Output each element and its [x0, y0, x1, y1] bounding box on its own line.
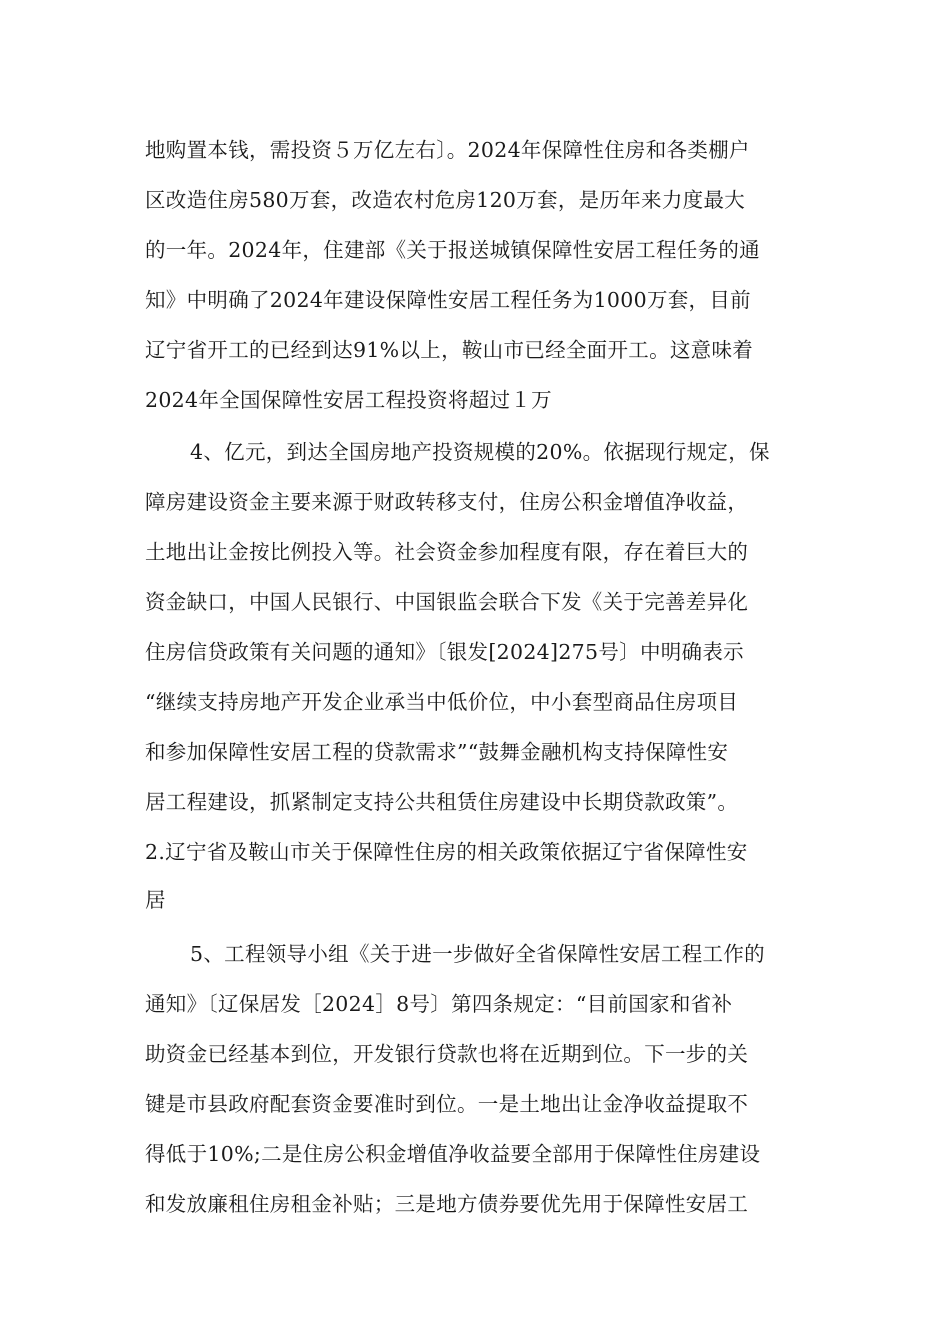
text-line: 和参加保障性安居工程的贷款需求”“鼓舞金融机构支持保障性安 — [145, 740, 729, 764]
text-line: “继续支持房地产开发企业承当中低价位，中小套型商品住房项目 — [145, 690, 739, 714]
text-line: 住房信贷政策有关问题的通知》〔银发[2024]275号〕中明确表示 — [145, 640, 744, 664]
text-line: 居 — [145, 888, 166, 912]
text-line: 2024年全国保障性安居工程投资将超过１万 — [145, 388, 552, 412]
text-line: 土地出让金按比例投入等。社会资金参加程度有限，存在着巨大的 — [145, 540, 749, 564]
text-line: 辽宁省开工的已经到达91%以上，鞍山市已经全面开工。这意味着 — [145, 338, 754, 362]
text-line: 助资金已经基本到位，开发银行贷款也将在近期到位。下一步的关 — [145, 1042, 749, 1066]
text-line: 障房建设资金主要来源于财政转移支付，住房公积金增值净收益， — [145, 490, 749, 514]
text-line: 的一年。2024年，住建部《关于报送城镇保障性安居工程任务的通 — [145, 238, 760, 262]
text-line: 资金缺口，中国人民银行、中国银监会联合下发《关于完善差异化 — [145, 590, 749, 614]
paragraph-start-line: 5、工程领导小组《关于进一步做好全省保障性安居工程工作的 — [190, 942, 765, 966]
text-line: 地购置本钱，需投资５万亿左右〕。2024年保障性住房和各类棚户 — [145, 138, 750, 162]
text-line: 区改造住房580万套，改造农村危房120万套，是历年来力度最大 — [145, 188, 746, 212]
text-line: 2.辽宁省及鞍山市关于保障性住房的相关政策依据辽宁省保障性安 — [145, 840, 748, 864]
text-line: 和发放廉租住房租金补贴；三是地方债券要优先用于保障性安居工 — [145, 1192, 749, 1216]
text-line: 键是市县政府配套资金要准时到位。一是土地出让金净收益提取不 — [145, 1092, 749, 1116]
text-line: 通知》〔辽保居发［2024］8号〕第四条规定：“目前国家和省补 — [145, 992, 733, 1016]
text-line: 知》中明确了2024年建设保障性安居工程任务为1000万套，目前 — [145, 288, 751, 312]
text-line: 居工程建设，抓紧制定支持公共租赁住房建设中长期贷款政策”。 — [145, 790, 739, 814]
text-line: 得低于10%;二是住房公积金增值净收益要全部用于保障性住房建设 — [145, 1142, 761, 1166]
paragraph-start-line: 4、亿元，到达全国房地产投资规模的20%。依据现行规定，保 — [190, 440, 770, 464]
